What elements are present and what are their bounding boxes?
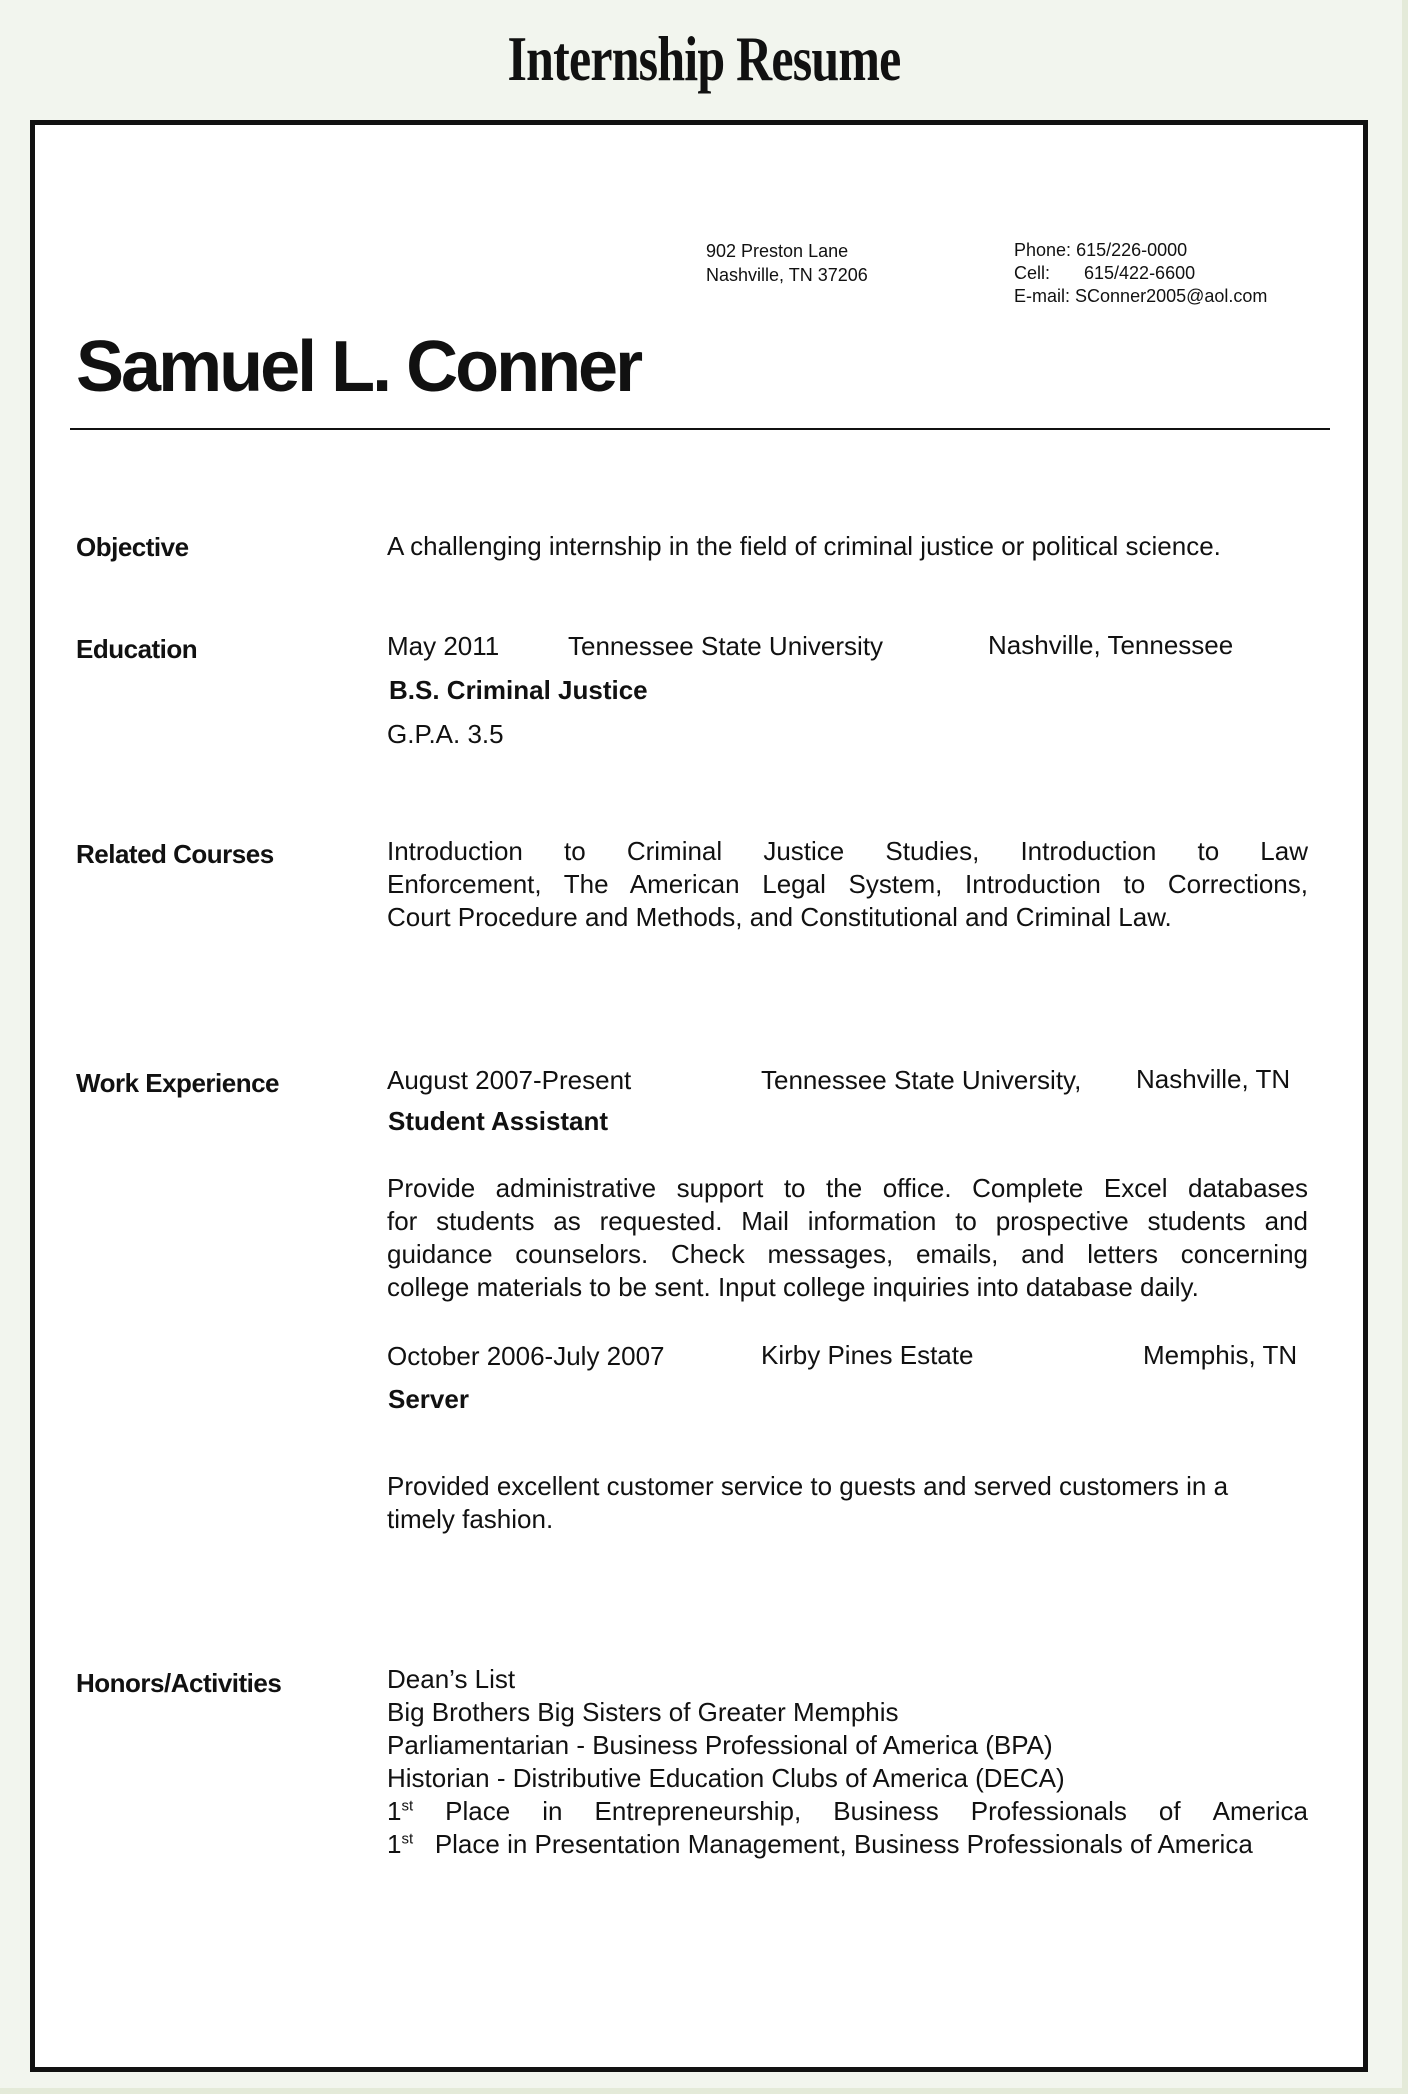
job-2-location: Memphis, TN: [1143, 1340, 1298, 1370]
cell-row: [1014, 262, 1267, 285]
contact-block: [1014, 239, 1267, 308]
honors-item-4: Historian - Distributive Education Clubs of America (DECA): [387, 1763, 1065, 1793]
award-1-number: 1: [387, 1796, 402, 1826]
job-2-line-2: timely fashion.: [387, 1504, 554, 1534]
honors-award-1: [387, 1795, 1308, 1828]
education-label: Education: [76, 634, 198, 664]
job-1-employer: Tennessee State University,: [761, 1065, 1082, 1095]
address-block: [706, 239, 868, 287]
job-2-employer: Kirby Pines Estate: [761, 1340, 974, 1370]
phone-row: [1014, 239, 1267, 262]
job-1-line-3: guidance counselors. Check messages, emails, and letters concerning: [387, 1239, 1308, 1269]
award-1-suffix: st: [401, 1797, 414, 1815]
courses-text: [387, 835, 1308, 934]
email-label: E-mail:: [1014, 286, 1071, 306]
cell-value: 615/422-6600: [1084, 263, 1196, 283]
header-divider: [70, 428, 1330, 430]
award-1-word: Entrepreneurship,: [594, 1796, 802, 1826]
education-degree: B.S. Criminal Justice: [389, 675, 648, 705]
award-1-word: Professionals: [970, 1796, 1127, 1826]
award-1-word: America: [1212, 1796, 1308, 1826]
education-school: Tennessee State University: [568, 631, 884, 661]
award-1-word: in: [542, 1796, 563, 1826]
award-2-suffix: st: [401, 1830, 414, 1848]
objective-text: A challenging internship in the field of criminal justice or political science.: [387, 531, 1221, 561]
award-1-word: Business: [833, 1796, 939, 1826]
cell-label: Cell:: [1014, 263, 1051, 283]
address-line-1: 902 Preston Lane: [706, 241, 849, 261]
address-line-2: Nashville, TN 37206: [706, 265, 868, 285]
job-2-dates: October 2006-July 2007: [387, 1341, 665, 1371]
job-1-line-2: for students as requested. Mail information to prospective students and: [387, 1206, 1308, 1236]
applicant-name: Samuel L. Conner: [76, 327, 641, 407]
job-1-dates: August 2007-Present: [387, 1065, 632, 1095]
courses-label: Related Courses: [76, 839, 274, 869]
work-label: Work Experience: [76, 1068, 280, 1098]
honors-list: [387, 1663, 1308, 1861]
education-date: May 2011: [387, 631, 500, 661]
phone-value: 615/226-0000: [1076, 240, 1188, 260]
education-location: Nashville, Tennessee: [988, 630, 1234, 660]
award-1-rank: [387, 1795, 413, 1828]
courses-line-1: Introduction to Criminal Justice Studies, Introduction to Law: [387, 836, 1308, 866]
email-value: SConner2005@aol.com: [1075, 286, 1268, 306]
job-2-title: Server: [388, 1384, 469, 1414]
courses-line-2: Enforcement, The American Legal System, Introduction to Corrections,: [387, 869, 1308, 899]
job-1-line-1: Provide administrative support to the office. Complete Excel databases: [387, 1173, 1308, 1203]
honors-award-2: [387, 1828, 1308, 1861]
award-2-number: 1: [387, 1829, 402, 1859]
job-1-description: [387, 1172, 1308, 1304]
honors-item-1: Dean’s List: [387, 1664, 516, 1694]
job-2-line-1: Provided excellent customer service to guests and served customers in a: [387, 1471, 1229, 1501]
job-1-title: Student Assistant: [388, 1106, 609, 1136]
education-gpa: G.P.A. 3.5: [387, 719, 504, 749]
job-1-location: Nashville, TN: [1136, 1064, 1291, 1094]
courses-line-3: Court Procedure and Methods, and Constitutional and Criminal Law.: [387, 902, 1172, 932]
award-2-text: Place in Presentation Management, Business Professionals of America: [434, 1829, 1253, 1859]
award-1-word: Place: [445, 1796, 511, 1826]
job-1-line-4: college materials to be sent. Input college inquiries into database daily.: [387, 1272, 1199, 1302]
phone-label: Phone:: [1014, 240, 1072, 260]
award-1-word: of: [1158, 1796, 1181, 1826]
job-2-description: [387, 1470, 1308, 1536]
honors-item-3: Parliamentarian - Business Professional of America (BPA): [387, 1730, 1053, 1760]
email-row: [1014, 285, 1267, 308]
page-title: Internship Resume: [507, 23, 901, 94]
objective-label: Objective: [76, 532, 189, 562]
honors-item-2: Big Brothers Big Sisters of Greater Memphis: [387, 1697, 899, 1727]
honors-label: Honors/Activities: [76, 1668, 282, 1698]
